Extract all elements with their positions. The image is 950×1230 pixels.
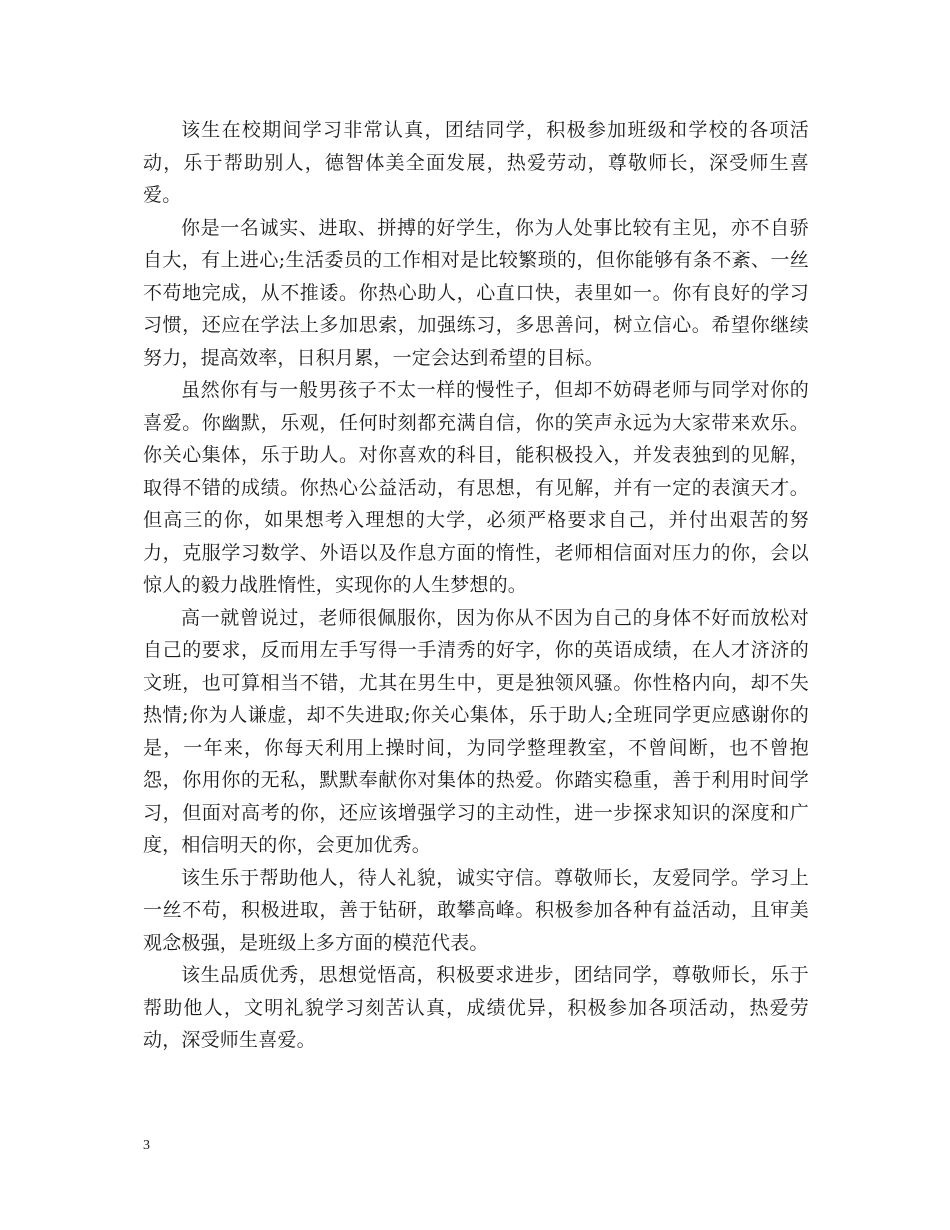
document-body	[143, 114, 809, 1057]
paragraph-2: 你是一名诚实、进取、拼搏的好学生，你为人处事比较有主见，亦不自骄自大，有上进心;生活委员的工作相对是比较繁琐的，但你能够有条不紊、一丝不苟地完成，从不推诿。你热心助人，心直口快，表里如一。你有良好的学习习惯，还应在学法上多加思索，加强练习，多思善问，树立信心。希望你继续努力，提高效率，日积月累，一定会达到希望的目标。	[143, 216, 809, 369]
paragraph-5: 该生乐于帮助他人，待人礼貌，诚实守信。尊敬师长，友爱同学。学习上一丝不苟，积极进取，善于钻研，敢攀高峰。积极参加各种有益活动，且审美观念极强，是班级上多方面的模范代表。	[143, 866, 809, 954]
page-number: 3	[143, 1138, 150, 1153]
paragraph-4: 高一就曾说过，老师很佩服你，因为你从不因为自己的身体不好而放松对自己的要求，反而用左手写得一手清秀的好字，你的英语成绩，在人才济济的文班，也可算相当不错，尤其在男生中，更是独领风骚。你性格内向，却不失热情;你为人谦虚，却不失进取;你关心集体，乐于助人;全班同学更应感谢你的是，一年来，你每天利用上操时间，为同学整理教室，不曾间断，也不曾抱怨，你用你的无私，默默奉献你对集体的热爱。你踏实稳重，善于利用时间学习，但面对高考的你，还应该增强学习的主动性，进一步探求知识的深度和广度，相信明天的你，会更加优秀。	[143, 606, 809, 856]
paragraph-1: 该生在校期间学习非常认真，团结同学，积极参加班级和学校的各项活动，乐于帮助别人，德智体美全面发展，热爱劳动，尊敬师长，深受师生喜爱。	[143, 119, 809, 206]
paragraph-3: 虽然你有与一般男孩子不太一样的慢性子，但却不妨碍老师与同学对你的喜爱。你幽默，乐观，任何时刻都充满自信，你的笑声永远为大家带来欢乐。你关心集体，乐于助人。对你喜欢的科目，能积极投入，并发表独到的见解，取得不错的成绩。你热心公益活动，有思想，有见解，并有一定的表演天才。但高三的你，如果想考入理想的大学，必须严格要求自己，并付出艰苦的努力，克服学习数学、外语以及作息方面的惰性，老师相信面对压力的你，会以惊人的毅力战胜惰性，实现你的人生梦想的。	[143, 379, 809, 596]
paragraph-6: 该生品质优秀，思想觉悟高，积极要求进步，团结同学，尊敬师长，乐于帮助他人，文明礼貌学习刻苦认真，成绩优异，积极参加各项活动，热爱劳动，深受师生喜爱。	[143, 964, 809, 1051]
